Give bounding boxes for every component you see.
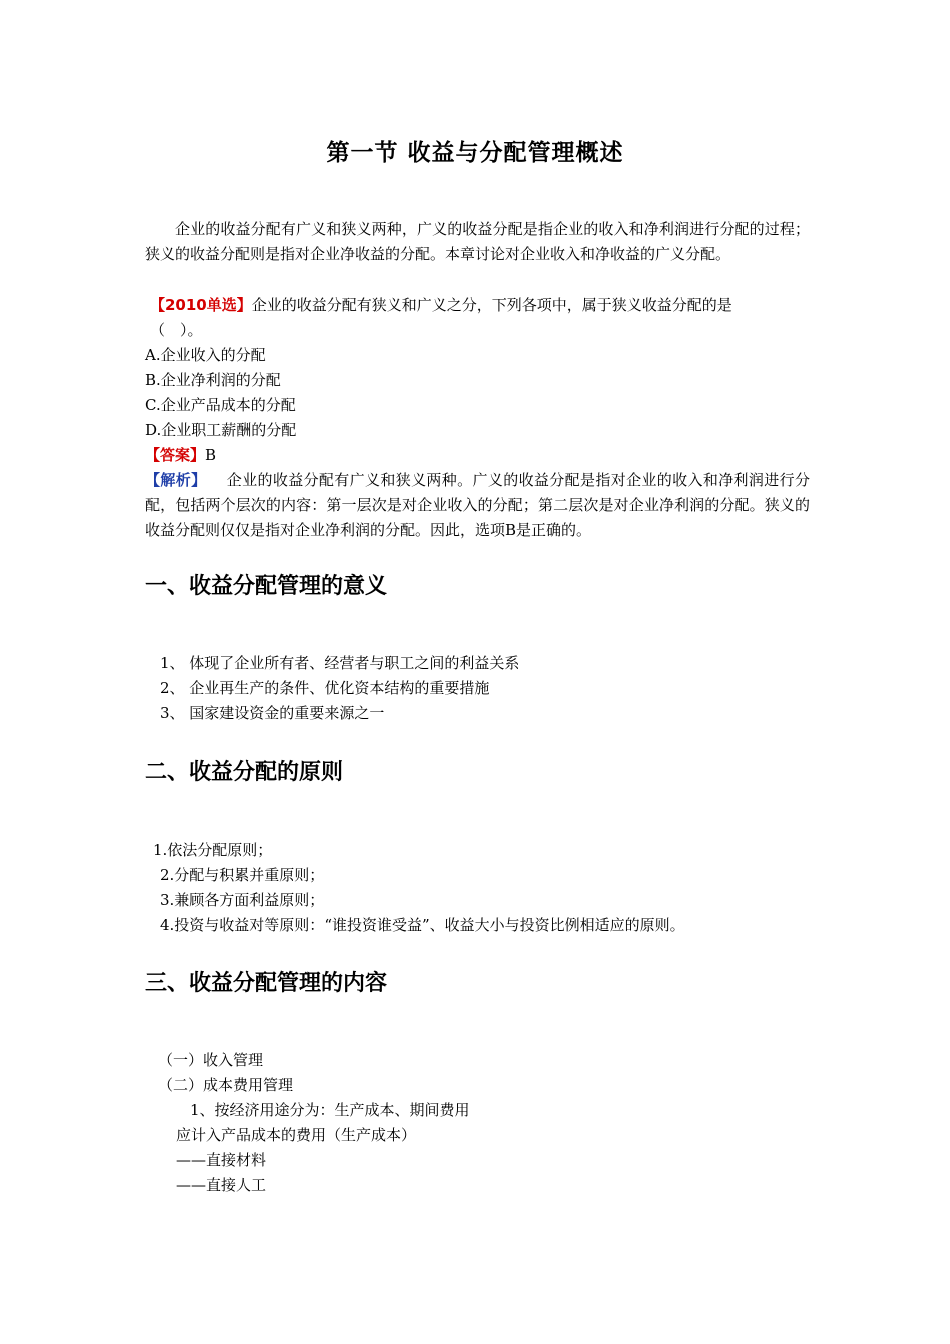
answer-tag: 【答案】 xyxy=(145,446,206,464)
answer-line xyxy=(145,443,216,468)
section3-item: ——直接人工 xyxy=(176,1176,267,1194)
section3-item: 1、按经济用途分为：生产成本、期间费用 xyxy=(190,1101,470,1119)
section2-item: 3.兼顾各方面利益原则； xyxy=(160,891,325,909)
section1-heading: 一、收益分配管理的意义 xyxy=(145,574,388,599)
section3-item: （一）收入管理 xyxy=(158,1051,264,1069)
option-c: C.企业产品成本的分配 xyxy=(145,396,296,414)
page-title: 第一节 收益与分配管理概述 xyxy=(326,140,624,166)
answer-value: B xyxy=(205,446,217,464)
question-blank: （ ）。 xyxy=(150,321,203,339)
option-a: A.企业收入的分配 xyxy=(145,346,266,364)
section2-item: 4.投资与收益对等原则：“谁投资谁受益”、收益大小与投资比例相适应的原则。 xyxy=(160,916,685,934)
section1-item: 1、 体现了企业所有者、经营者与职工之间的利益关系 xyxy=(160,654,520,672)
section2-heading: 二、收益分配的原则 xyxy=(145,760,344,785)
section3-item: （二）成本费用管理 xyxy=(158,1076,294,1094)
analysis-paragraph xyxy=(145,468,810,543)
intro-paragraph: 企业的收益分配有广义和狭义两种，广义的收益分配是指企业的收入和净利润进行分配的过程；狭义的收益分配则是指对企业净收益的分配。本章讨论对企业收入和净收益的广义分配。 xyxy=(145,220,810,263)
option-d: D.企业职工薪酬的分配 xyxy=(145,421,297,439)
question-text: 企业的收益分配有狭义和广义之分，下列各项中，属于狭义收益分配的是 xyxy=(251,296,732,314)
question-tag: 【2010单选】 xyxy=(150,296,252,314)
section3-item: ——直接材料 xyxy=(176,1151,267,1169)
analysis-text: 企业的收益分配有广义和狭义两种。广义的收益分配是指对企业的收入和净利润进行分配，包括两个层次的内容：第一层次是对企业收入的分配；第二层次是对企业净利润的分配。狭义的收益分配则仅仅是指对企业净利润的分配。因此，选项B是正确的。 xyxy=(145,471,810,539)
section2-item: 1.依法分配原则； xyxy=(153,841,273,859)
section2-item: 2.分配与积累并重原则； xyxy=(160,866,325,884)
option-b: B.企业净利润的分配 xyxy=(145,371,281,389)
section1-item: 3、 国家建设资金的重要来源之一 xyxy=(160,704,385,722)
analysis-tag: 【解析】 xyxy=(145,471,207,489)
section1-item: 2、 企业再生产的条件、优化资本结构的重要措施 xyxy=(160,679,490,697)
question-stem xyxy=(150,293,732,318)
section3-heading: 三、收益分配管理的内容 xyxy=(145,971,388,996)
section3-item: 应计入产品成本的费用（生产成本） xyxy=(176,1126,417,1144)
